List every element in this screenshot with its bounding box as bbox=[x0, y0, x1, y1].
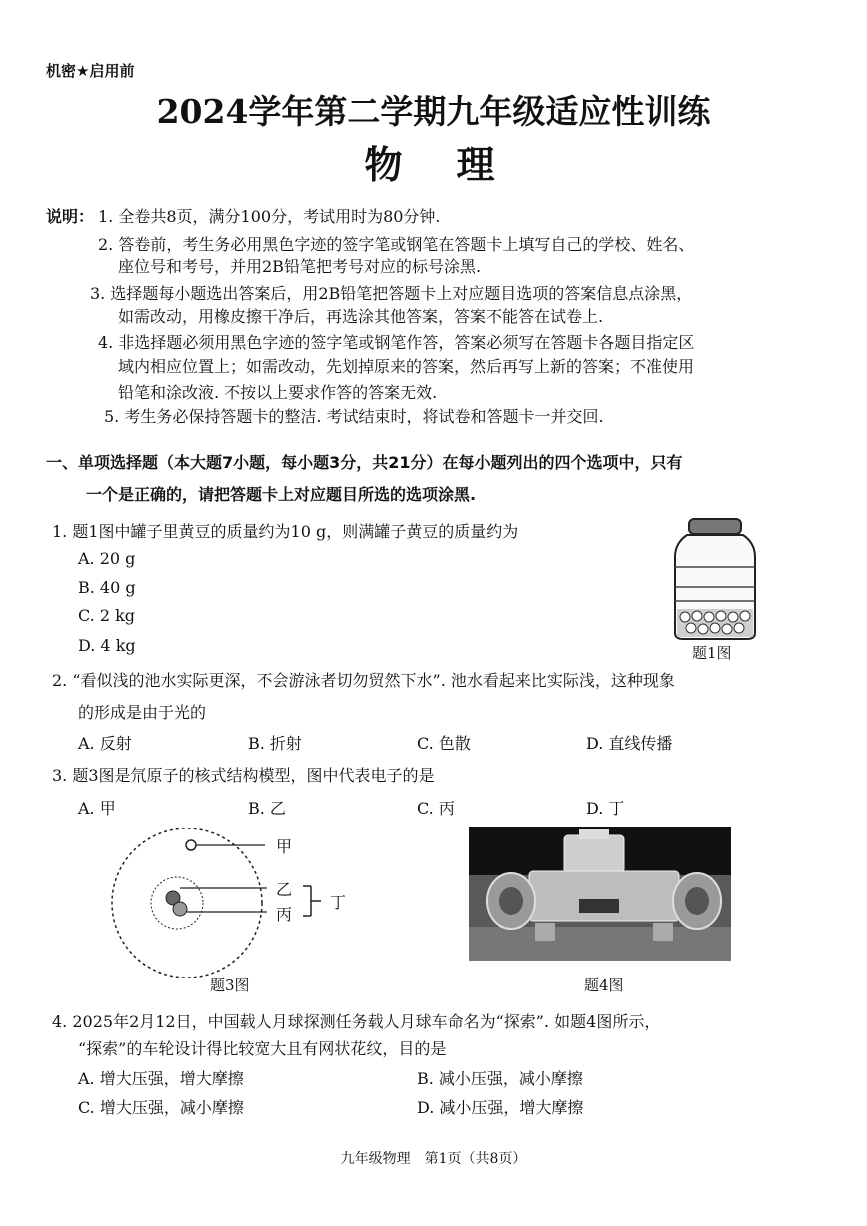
electron-label: 甲 bbox=[276, 837, 293, 856]
instruction-line: 座位号和考号，并用2B铅笔把考号对应的标号涂黑. bbox=[118, 257, 482, 276]
figure-1-caption: 题1图 bbox=[692, 644, 732, 662]
instruction-line: 域内相应位置上；如需改动，先划掉原来的答案，然后再写上新的答案；不准使用 bbox=[118, 357, 695, 376]
question-3-option-d: D. 丁 bbox=[586, 799, 625, 818]
question-2-stem: 2. “看似浅的池水实际更深，不会游泳者切勿贸然下水”. 池水看起来比实际浅，这种现象 bbox=[52, 671, 675, 690]
instruction-line: 如需改动，用橡皮擦干净后，再选涂其他答案，答案不能答在试卷上. bbox=[118, 307, 604, 326]
subject-title: 物 理 bbox=[364, 143, 503, 187]
question-4-option-d: D. 减小压强，增大摩擦 bbox=[417, 1098, 584, 1117]
section-heading: 一、单项选择题（本大题7小题，每小题3分，共21分）在每小题列出的四个选项中，只有 bbox=[46, 453, 683, 472]
question-2-option-d: D. 直线传播 bbox=[586, 734, 673, 753]
question-1-option-d: D. 4 kg bbox=[78, 636, 136, 655]
exam-title: 2024学年第二学期九年级适应性训练 bbox=[156, 92, 711, 131]
question-1-option-b: B. 40 g bbox=[78, 578, 136, 597]
question-2-option-b: B. 折射 bbox=[248, 734, 302, 753]
jar-figure bbox=[665, 515, 765, 643]
figure-4-caption: 题4图 bbox=[584, 976, 624, 994]
section-heading-line2: 一个是正确的，请把答题卡上对应题目所选的选项涂黑. bbox=[86, 485, 477, 504]
question-1-option-a: A. 20 g bbox=[78, 549, 136, 568]
instruction-line: 4. 非选择题必须用黑色字迹的签字笔或钢笔作答，答案必须写在答题卡各题目指定区 bbox=[98, 333, 695, 352]
instruction-line: 1. 全卷共8页，满分100分，考试用时为80分钟. bbox=[98, 207, 441, 226]
question-2-option-a: A. 反射 bbox=[78, 734, 132, 753]
question-3-option-b: B. 乙 bbox=[248, 799, 286, 818]
atom-model-figure bbox=[105, 828, 365, 978]
instruction-line: 3. 选择题每小题选出答案后，用2B铅笔把答题卡上对应题目选项的答案信息点涂黑， bbox=[90, 284, 693, 303]
question-4-option-a: A. 增大压强，增大摩擦 bbox=[78, 1069, 244, 1088]
instruction-line: 铅笔和涂改液. 不按以上要求作答的答案无效. bbox=[118, 383, 438, 402]
proton-label: 乙 bbox=[276, 880, 293, 899]
nucleus-label: 丁 bbox=[330, 893, 347, 912]
question-1-option-c: C. 2 kg bbox=[78, 606, 136, 625]
figure-3-caption: 题3图 bbox=[210, 976, 250, 994]
question-4-option-c: C. 增大压强，减小摩擦 bbox=[78, 1098, 244, 1117]
lunar-rover-photo bbox=[469, 827, 731, 961]
instruction-line: 5. 考生务必保持答题卡的整洁. 考试结束时，将试卷和答题卡一并交回. bbox=[104, 407, 604, 426]
instructions-label: 说明： bbox=[46, 207, 95, 226]
instruction-line: 2. 答卷前，考生务必用黑色字迹的签字笔或钢笔在答题卡上填写自己的学校、姓名、 bbox=[98, 235, 695, 254]
secret-label: 机密★启用前 bbox=[46, 62, 135, 80]
question-1-stem: 1. 题1图中罐子里黄豆的质量约为10 g，则满罐子黄豆的质量约为 bbox=[52, 522, 519, 541]
question-4-option-b: B. 减小压强，减小摩擦 bbox=[417, 1069, 583, 1088]
question-3-option-c: C. 丙 bbox=[417, 799, 455, 818]
question-3-stem: 3. 题3图是氘原子的核式结构模型，图中代表电子的是 bbox=[52, 766, 435, 785]
neutron-label: 丙 bbox=[276, 905, 293, 924]
question-4-stem: 4. 2025年2月12日，中国载人月球探测任务载人月球车命名为“探索”. 如题4图所示， bbox=[52, 1012, 661, 1031]
question-2-stem-line2: 的形成是由于光的 bbox=[78, 703, 207, 722]
question-2-option-c: C. 色散 bbox=[417, 734, 471, 753]
question-3-option-a: A. 甲 bbox=[78, 799, 116, 818]
question-4-stem-line2: “探索”的车轮设计得比较宽大且有网状花纹，目的是 bbox=[78, 1039, 447, 1058]
page-footer: 九年级物理 第1页（共8页） bbox=[340, 1151, 527, 1167]
